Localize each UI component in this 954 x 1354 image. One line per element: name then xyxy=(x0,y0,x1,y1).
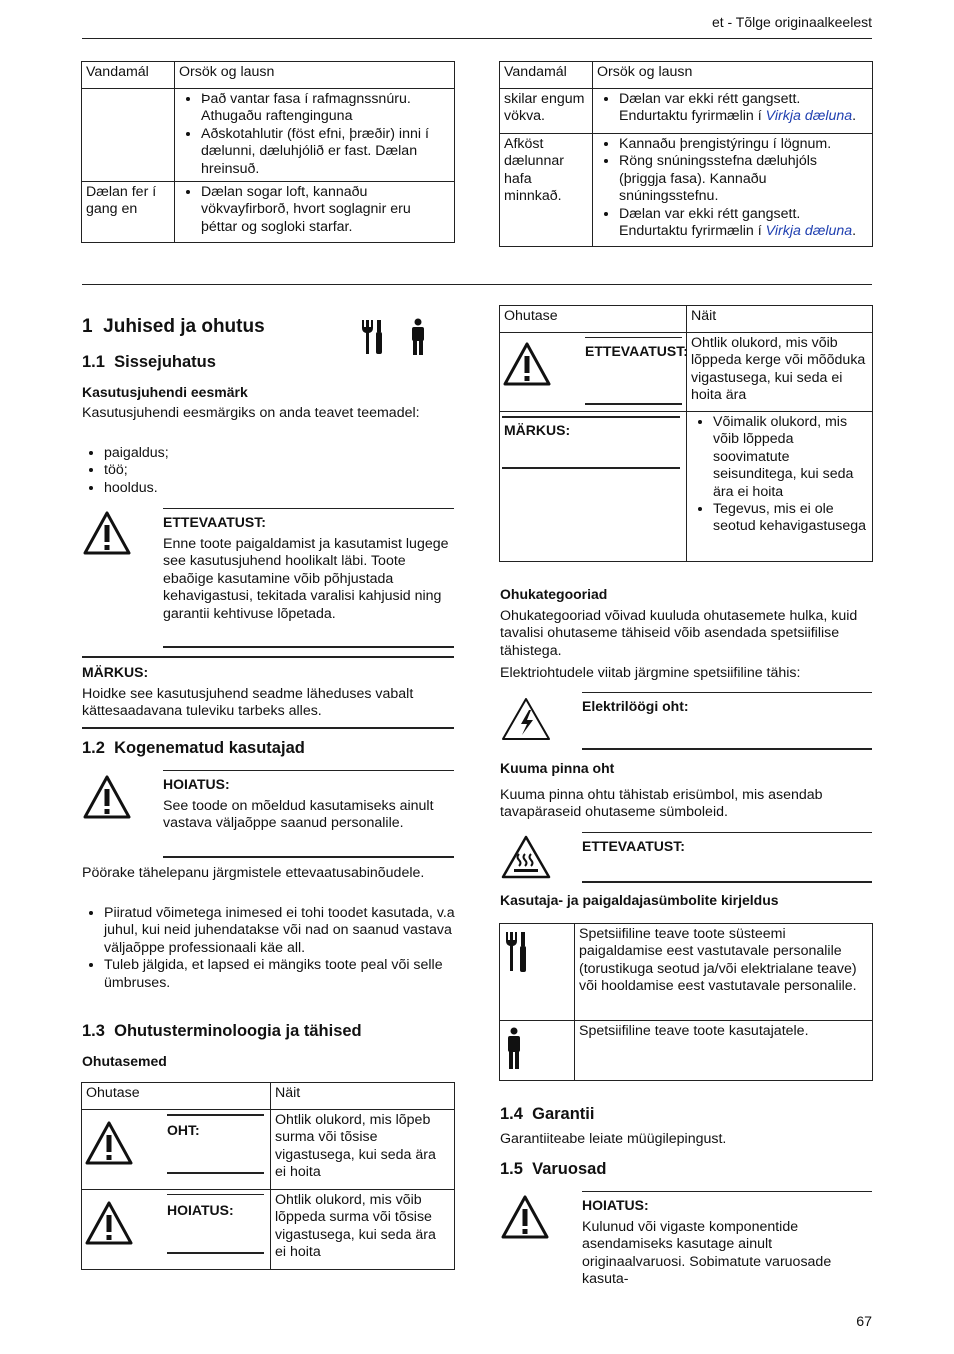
note-text: Hoidke see kasutusjuhend seadme läheduses vabalt kättesaadavana tuleviku tarbeks alles. xyxy=(82,686,414,720)
link-virkja-daeluna[interactable]: Virkja dæluna xyxy=(765,223,853,240)
list-item: • töö; xyxy=(104,462,464,479)
note-label: MÄRKUS: xyxy=(82,664,149,680)
warning-triangle-icon xyxy=(502,341,552,387)
col-header-indication: Näit xyxy=(271,1083,455,1110)
section-heading-1-1: 1.1 Sissejuhatus xyxy=(82,353,216,371)
list-item: • Röng snúningsstefna dæluhjóls (þriggja fasa). Kannaðu snúningsstefnu. xyxy=(619,153,868,205)
installer-tools-icon xyxy=(360,318,386,356)
electric-intro-text: Elektriohtudele viitab järgmine spetsiifiline tähis: xyxy=(500,665,801,681)
subheading-hazard-categories: Ohukategooriad xyxy=(500,586,608,602)
list-item: • Dælan sogar loft, kannaðu vökvayfirborð, hvort soglagnir eru þéttar og sogloki starfar. xyxy=(201,184,450,236)
section-divider xyxy=(82,284,872,285)
categories-text: Ohukategooriad võivad kuuluda ohutasemete hulka, kuid tavalisi ohutaseme tähiseid võib asendada spetsiifilise tähistega. xyxy=(500,608,858,659)
col-header-problem: Vandamál xyxy=(500,62,593,89)
list-item: • paigaldus; xyxy=(104,445,464,462)
list-item: • Võimalik olukord, mis võib lõppeda soovimatute seisunditega, kui seda ära ei hoita xyxy=(713,414,868,501)
col-header-indication: Näit xyxy=(687,306,873,333)
warning-triangle-icon xyxy=(84,1120,134,1166)
warning-label: HOIATUS: xyxy=(163,776,230,792)
purpose-list xyxy=(82,445,464,497)
list-item: • Það vantar fasa í rafmagnssnúru. Athugaðu raftenginguna xyxy=(201,91,450,126)
level-description: Ohtlik olukord, mis võib lõppeda kerge või mõõduka vigastusega, kui seda ei hoita ära xyxy=(687,333,873,412)
section-heading-1-4: 1.4 Garantii xyxy=(500,1105,595,1123)
list-item: • Piiratud võimetega inimesed ei tohi toodet kasutada, v.a juhul, kui neid juhendatakse või nad on saanud vastava väljaõppe professionaali käe all. xyxy=(104,905,474,957)
symbol-description: Spetsiifiline teave toote süsteemi paigaldamise eest vastutavale personalile (torustikuga seotud ja/või elektrialane teave) või hooldamise eest vastutavale personalile. xyxy=(575,924,873,1021)
level-description: Ohtlik olukord, mis võib lõppeda surma või tõsise vigastusega, kui seda ära ei hoita xyxy=(271,1190,455,1270)
level-cell-note: MÄRKUS: xyxy=(500,412,687,562)
page-number: 67 xyxy=(856,1314,872,1330)
spare-parts-warning-label: HOIATUS: xyxy=(582,1197,649,1213)
section-heading-1-2: 1.2 Kogenematud kasutajad xyxy=(82,739,305,757)
user-person-icon xyxy=(408,318,428,356)
link-virkja-daeluna[interactable]: Virkja dæluna xyxy=(765,108,853,125)
col-header-cause: Orsök og lausn xyxy=(175,62,455,89)
attention-text: Pöörake tähelepanu järgmistele ettevaatusabinõudele. xyxy=(82,865,425,881)
subheading-hot-surface: Kuuma pinna oht xyxy=(500,760,615,776)
level-cell-warning: HOIATUS: xyxy=(82,1190,271,1270)
table-cell-empty xyxy=(82,89,175,182)
hot-surface-text: Kuuma pinna ohtu tähistab erisümbol, mis asendab tavapäraseid ohutaseme sümboleid. xyxy=(500,787,823,821)
caution-text: Enne toote paigaldamist ja kasutamist lugege see kasutusjuhend hoolikalt läbi. Toote ebaõige kasutamine võib põhjustada kehavigastusi, tekitada varalisi kahjusid ning garantii kehtivuse lõpetada. xyxy=(163,536,449,622)
subheading-purpose: Kasutusjuhendi eesmärk xyxy=(82,384,248,400)
list-item: • hooldus. xyxy=(104,480,464,497)
level-description: Ohtlik olukord, mis lõpeb surma või tõsise vigastusega, kui seda ära ei hoita xyxy=(271,1110,455,1190)
warranty-text: Garantiiteabe leiate müügilepingust. xyxy=(500,1131,727,1147)
section-heading-1-5: 1.5 Varuosad xyxy=(500,1160,607,1178)
hot-surface-icon xyxy=(500,834,552,880)
warning-triangle-icon xyxy=(500,1194,550,1240)
table-cell-causes xyxy=(175,89,455,182)
hot-surface-label: ETTEVAATUST: xyxy=(582,838,685,854)
list-item: • Kannaðu þrengistýringu í lögnum. xyxy=(619,136,868,153)
troubleshooting-table-left xyxy=(81,61,455,243)
table-cell-causes xyxy=(175,182,455,243)
user-person-icon xyxy=(504,1027,524,1071)
hazard-levels-table-continued xyxy=(499,305,873,562)
col-header-level: Ohutase xyxy=(82,1083,271,1110)
warning-triangle-icon xyxy=(82,774,132,820)
symbol-cell-installer xyxy=(500,924,575,1021)
hazard-levels-table xyxy=(81,1082,455,1270)
warning-text: See toode on mõeldud kasutamiseks ainult vastava väljaõppe saanud personalile. xyxy=(163,798,434,832)
level-description xyxy=(687,412,873,562)
symbol-description: Spetsiifiline teave toote kasutajatele. xyxy=(575,1021,873,1081)
table-cell-problem: Dælan fer í gang en xyxy=(82,182,175,243)
troubleshooting-table-right xyxy=(499,61,873,247)
list-item: • Tegevus, mis ei ole seotud kehavigastusega xyxy=(713,501,868,536)
col-header-problem: Vandamál xyxy=(82,62,175,89)
col-header-cause: Orsök og lausn xyxy=(593,62,873,89)
attention-list xyxy=(82,905,474,992)
purpose-text: Kasutusjuhendi eesmärgiks on anda teavet teemadel: xyxy=(82,405,420,421)
list-item: • Dælan var ekki rétt gangsett. Endurtaktu fyrirmælin í Virkja dæluna. xyxy=(619,91,868,126)
level-cell-danger: OHT: xyxy=(82,1110,271,1190)
page-header-language: et - Tõlge originaalkeelest xyxy=(711,14,872,30)
level-cell-caution: ETTEVAATUST: xyxy=(500,333,687,412)
col-header-level: Ohutase xyxy=(500,306,687,333)
subheading-hazard-levels: Ohutasemed xyxy=(82,1053,167,1069)
table-cell-causes xyxy=(593,89,873,134)
caution-label: ETTEVAATUST: xyxy=(163,514,266,530)
symbol-cell-user xyxy=(500,1021,575,1081)
table-cell-problem: Afköst dælunnar hafa minnkað. xyxy=(500,134,593,247)
list-item: • Dælan var ekki rétt gangsett. Endurtaktu fyrirmælin í Virkja dæluna. xyxy=(619,206,868,241)
installer-tools-icon xyxy=(504,930,530,974)
header-rule xyxy=(82,38,872,39)
table-cell-problem: skilar engum vökva. xyxy=(500,89,593,134)
list-item: • Aðskotahlutir (föst efni, þræðir) inni í dælunni, dæluhjólið er fast. Dælan hreinsuð. xyxy=(201,126,450,178)
list-item: • Tuleb jälgida, et lapsed ei mängiks toote peal või selle ümbruses. xyxy=(104,957,474,992)
section-heading-1: 1 Juhised ja ohutus xyxy=(82,316,265,337)
user-symbols-table xyxy=(499,923,873,1081)
warning-triangle-icon xyxy=(82,510,132,556)
table-cell-causes xyxy=(593,134,873,247)
warning-triangle-icon xyxy=(84,1200,134,1246)
section-heading-1-3: 1.3 Ohutusterminoloogia ja tähised xyxy=(82,1022,362,1040)
spare-parts-warning-text: Kulunud või vigaste komponentide asendamiseks kasutage ainult originaalvaruosi. Sobimatute varuosade kasuta- xyxy=(582,1219,832,1288)
subheading-symbols: Kasutaja- ja paigaldajasümbolite kirjeldus xyxy=(500,892,779,908)
electric-hazard-icon xyxy=(500,696,552,742)
electric-hazard-label: Elektrilöögi oht: xyxy=(582,698,689,714)
